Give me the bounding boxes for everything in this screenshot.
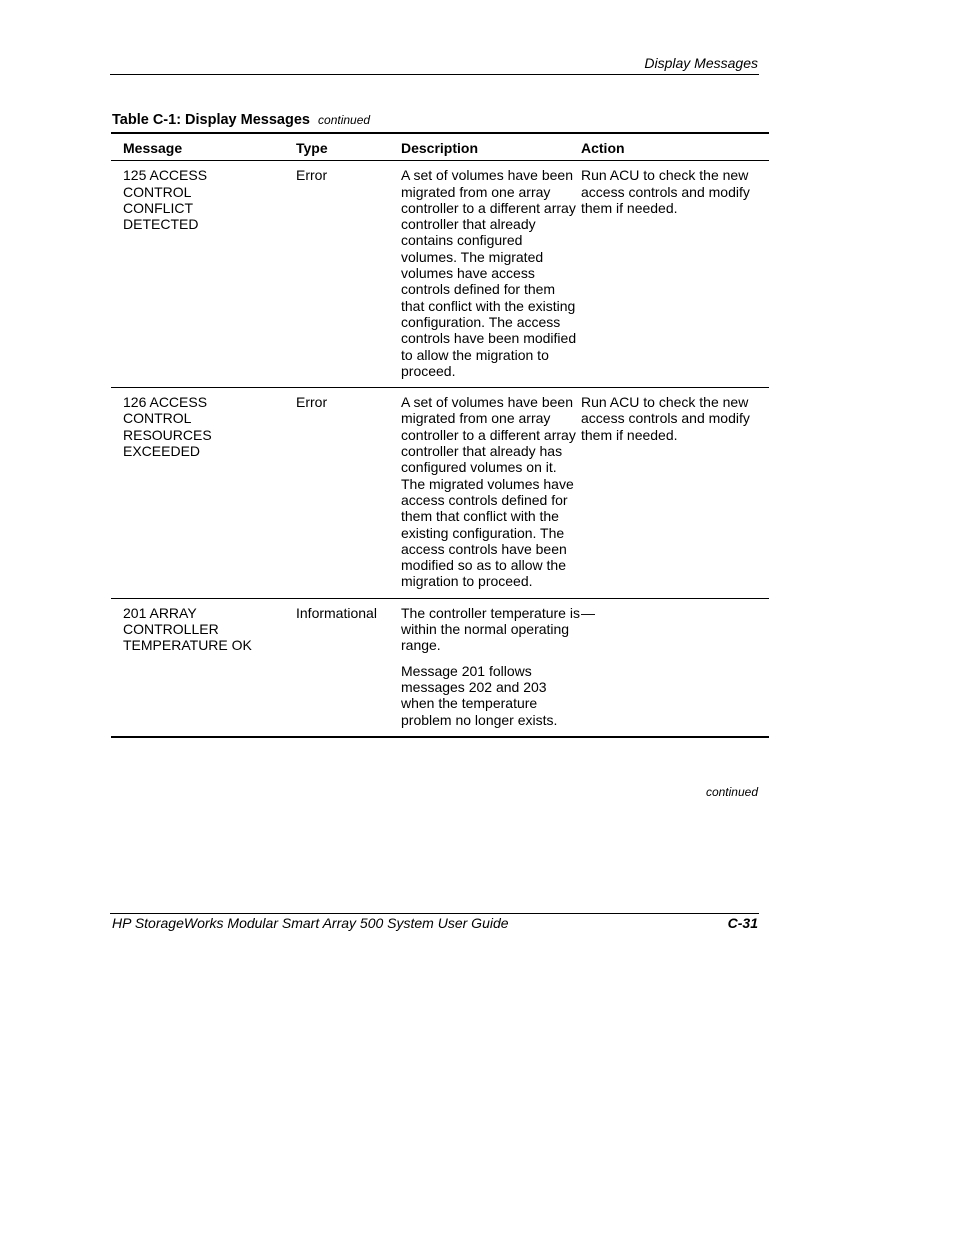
- display-messages-table: [111, 132, 769, 738]
- message-cell: [111, 161, 296, 388]
- table-caption-title: Table C-1: Display Messages: [112, 112, 310, 128]
- type-cell: Error: [296, 167, 328, 184]
- header-rule: [110, 74, 759, 75]
- message-text: 125 ACCESS CONTROL CONFLICT DETECTED: [123, 167, 208, 233]
- column-header-action: Action: [581, 140, 625, 156]
- description-paragraph: A set of volumes have been migrated from one array controller to a different array controller that already contains configured volumes. The migrated volumes have access controls defined for them that conflict with the existing configuration. The access controls have been modified to allow the migration to proceed.: [401, 167, 577, 379]
- table-caption-continued: continued: [318, 113, 371, 127]
- type-cell: Informational: [296, 604, 377, 621]
- description-paragraph: Message 201 follows messages 202 and 203 when the temperature problem no longer exists.: [401, 662, 558, 728]
- table-caption: [112, 112, 370, 128]
- running-head-title: Display Messages: [644, 55, 758, 71]
- footer-rule: [110, 913, 759, 914]
- description-paragraph: The controller temperature is within the normal operating range.: [401, 604, 580, 654]
- message-cell: [111, 598, 296, 737]
- message-text: 201 ARRAY CONTROLLER TEMPERATURE OK: [123, 604, 252, 654]
- description-paragraph: A set of volumes have been migrated from one array controller to a different array controller that already has configured volumes on it. The migrated volumes have access controls defined for them that conflict with the existing configuration. The access controls have been modified so as to allow the migration to proceed.: [401, 394, 576, 590]
- description-cell: [401, 388, 581, 599]
- description-cell: [401, 161, 581, 388]
- table-continued-note: continued: [705, 785, 758, 799]
- footer-page-number: C-31: [727, 915, 758, 931]
- type-cell: Error: [296, 394, 328, 411]
- action-cell: —: [581, 604, 595, 621]
- table-header-row: [111, 133, 769, 161]
- action-cell: Run ACU to check the new access controls and modify them if needed.: [581, 394, 750, 443]
- message-cell: [111, 388, 296, 599]
- column-header-message: Message: [123, 140, 183, 156]
- action-cell: Run ACU to check the new access controls and modify them if needed.: [581, 167, 750, 216]
- column-header-type: Type: [296, 140, 328, 156]
- table-row: [111, 161, 769, 388]
- description-cell: [401, 598, 581, 737]
- message-text: 126 ACCESS CONTROL RESOURCES EXCEEDED: [123, 394, 212, 460]
- table-row: [111, 598, 769, 737]
- table-row: [111, 388, 769, 599]
- footer-book-title: HP StorageWorks Modular Smart Array 500 System User Guide: [112, 915, 509, 931]
- column-header-description: Description: [401, 140, 479, 156]
